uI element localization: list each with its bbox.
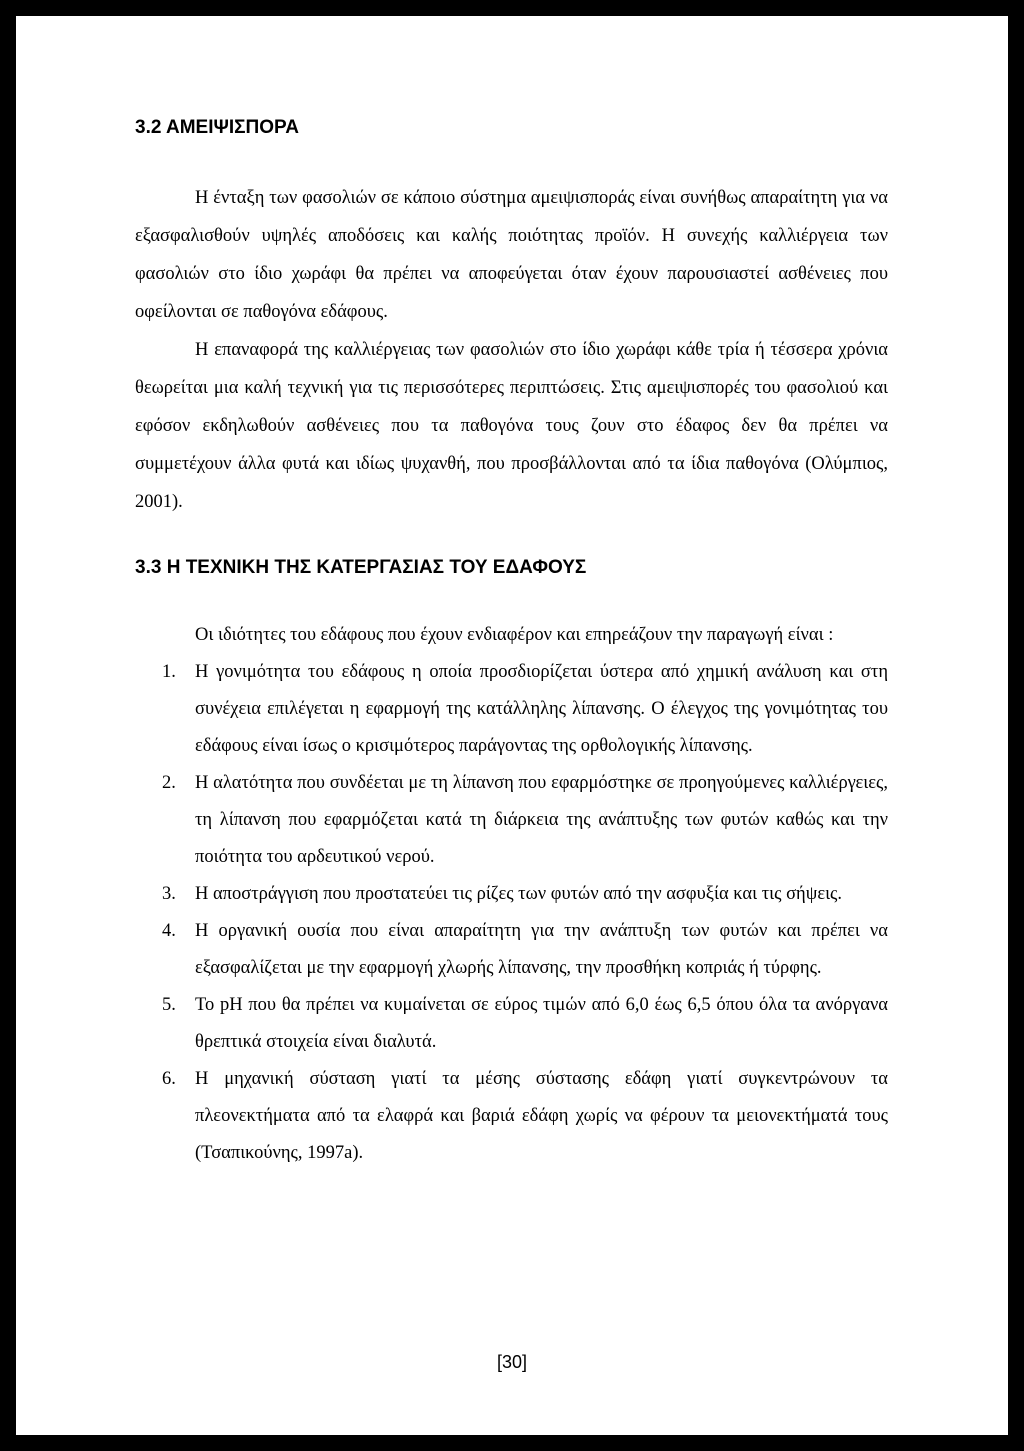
section-heading-crop-rotation: 3.2 ΑΜΕΙΨΙΣΠΟΡΑ (135, 117, 300, 138)
list-item-text: Η οργανική ουσία που είναι απαραίτητη για την ανάπτυξη των φυτών και πρέπει να εξασφαλίζεται με την εφαρμογή χλωρής λίπανσης, την προσθήκη κοπριάς ή τύρφης. (195, 921, 888, 978)
section-heading-soil-tillage: 3.3 Η ΤΕΧΝΙΚΗ ΤΗΣ ΚΑΤΕΡΓΑΣΙΑΣ ΤΟΥ ΕΔΑΦΟΥΣ (135, 557, 587, 578)
paragraph: Η επαναφορά της καλλιέργειας των φασολιών στο ίδιο χωράφι κάθε τρία ή τέσσερα χρόνια θεωρείται μια καλή τεχνική για τις περισσότερες περιπτώσεις. Στις αμειψισπορές του φασολιού και εφόσον εκδηλωθούν ασθένειες που τα παθογόνα τους ζουν στο έδαφος δεν θα πρέπει να συμμετέχουν άλλα φυτά και ιδίως ψυχανθή, που προσβάλλονται από τα ίδια παθογόνα (Ολύμπιος, 2001). (135, 340, 888, 512)
list-item-text: Η αποστράγγιση που προστατεύει τις ρίζες των φυτών από την ασφυξία και τις σήψεις. (195, 884, 843, 904)
list-item-number: 2. (162, 773, 176, 793)
list-item (135, 876, 888, 913)
list-item (135, 987, 888, 1061)
list-item-number: 4. (162, 921, 176, 941)
list-item (135, 654, 888, 765)
list-item (135, 765, 888, 876)
soil-properties-list (135, 654, 888, 1172)
list-item-text: Η μηχανική σύσταση γιατί τα μέσης σύστασης εδάφη γιατί συγκεντρώνουν τα πλεονεκτήματα από τα ελαφρά και βαριά εδάφη χωρίς να φέρουν τα μειονεκτήματά τους (Τσαπικούνης, 1997a). (195, 1069, 888, 1163)
document-page (16, 16, 1008, 1435)
list-item-text: Η αλατότητα που συνδέεται με τη λίπανση που εφαρμόστηκε σε προηγούμενες καλλιέργειες, τη λίπανση που εφαρμόζεται κατά τη διάρκεια της ανάπτυξης των φυτών καθώς και την ποιότητα του αρδευτικού νερού. (195, 773, 888, 867)
list-item-number: 5. (162, 995, 176, 1015)
list-item-text: Η γονιμότητα του εδάφους η οποία προσδιορίζεται ύστερα από χημική ανάλυση και στη συνέχεια επιλέγεται η εφαρμογή της κατάλληλης λίπανσης. Ο έλεγχος της γονιμότητας του εδάφους είναι ίσως ο κρισιμότερος παράγοντας της ορθολογικής λίπανσης. (195, 662, 888, 756)
page-number: [30] (496, 1352, 528, 1372)
list-item-number: 1. (162, 662, 176, 682)
paragraph-intro: Οι ιδιότητες του εδάφους που έχουν ενδιαφέρον και επηρεάζουν την παραγωγή είναι : (195, 625, 834, 645)
list-item (135, 1061, 888, 1172)
list-item-text: Το pH που θα πρέπει να κυμαίνεται σε εύρος τιμών από 6,0 έως 6,5 όπου όλα τα ανόργανα θρεπτικά στοιχεία είναι διαλυτά. (195, 995, 888, 1052)
list-item-number: 3. (162, 884, 176, 904)
list-item (135, 913, 888, 987)
paragraph: Η ένταξη των φασολιών σε κάποιο σύστημα αμειψισποράς είναι συνήθως απαραίτητη για να εξασφαλισθούν υψηλές αποδόσεις και καλής ποιότητας προϊόν. Η συνεχής καλλιέργεια των φασολιών στο ίδιο χωράφι θα πρέπει να αποφεύγεται όταν έχουν παρουσιαστεί ασθένειες που οφείλονται σε παθογόνα εδάφους. (135, 188, 888, 322)
list-item-number: 6. (162, 1069, 176, 1089)
page-content (135, 114, 888, 1172)
